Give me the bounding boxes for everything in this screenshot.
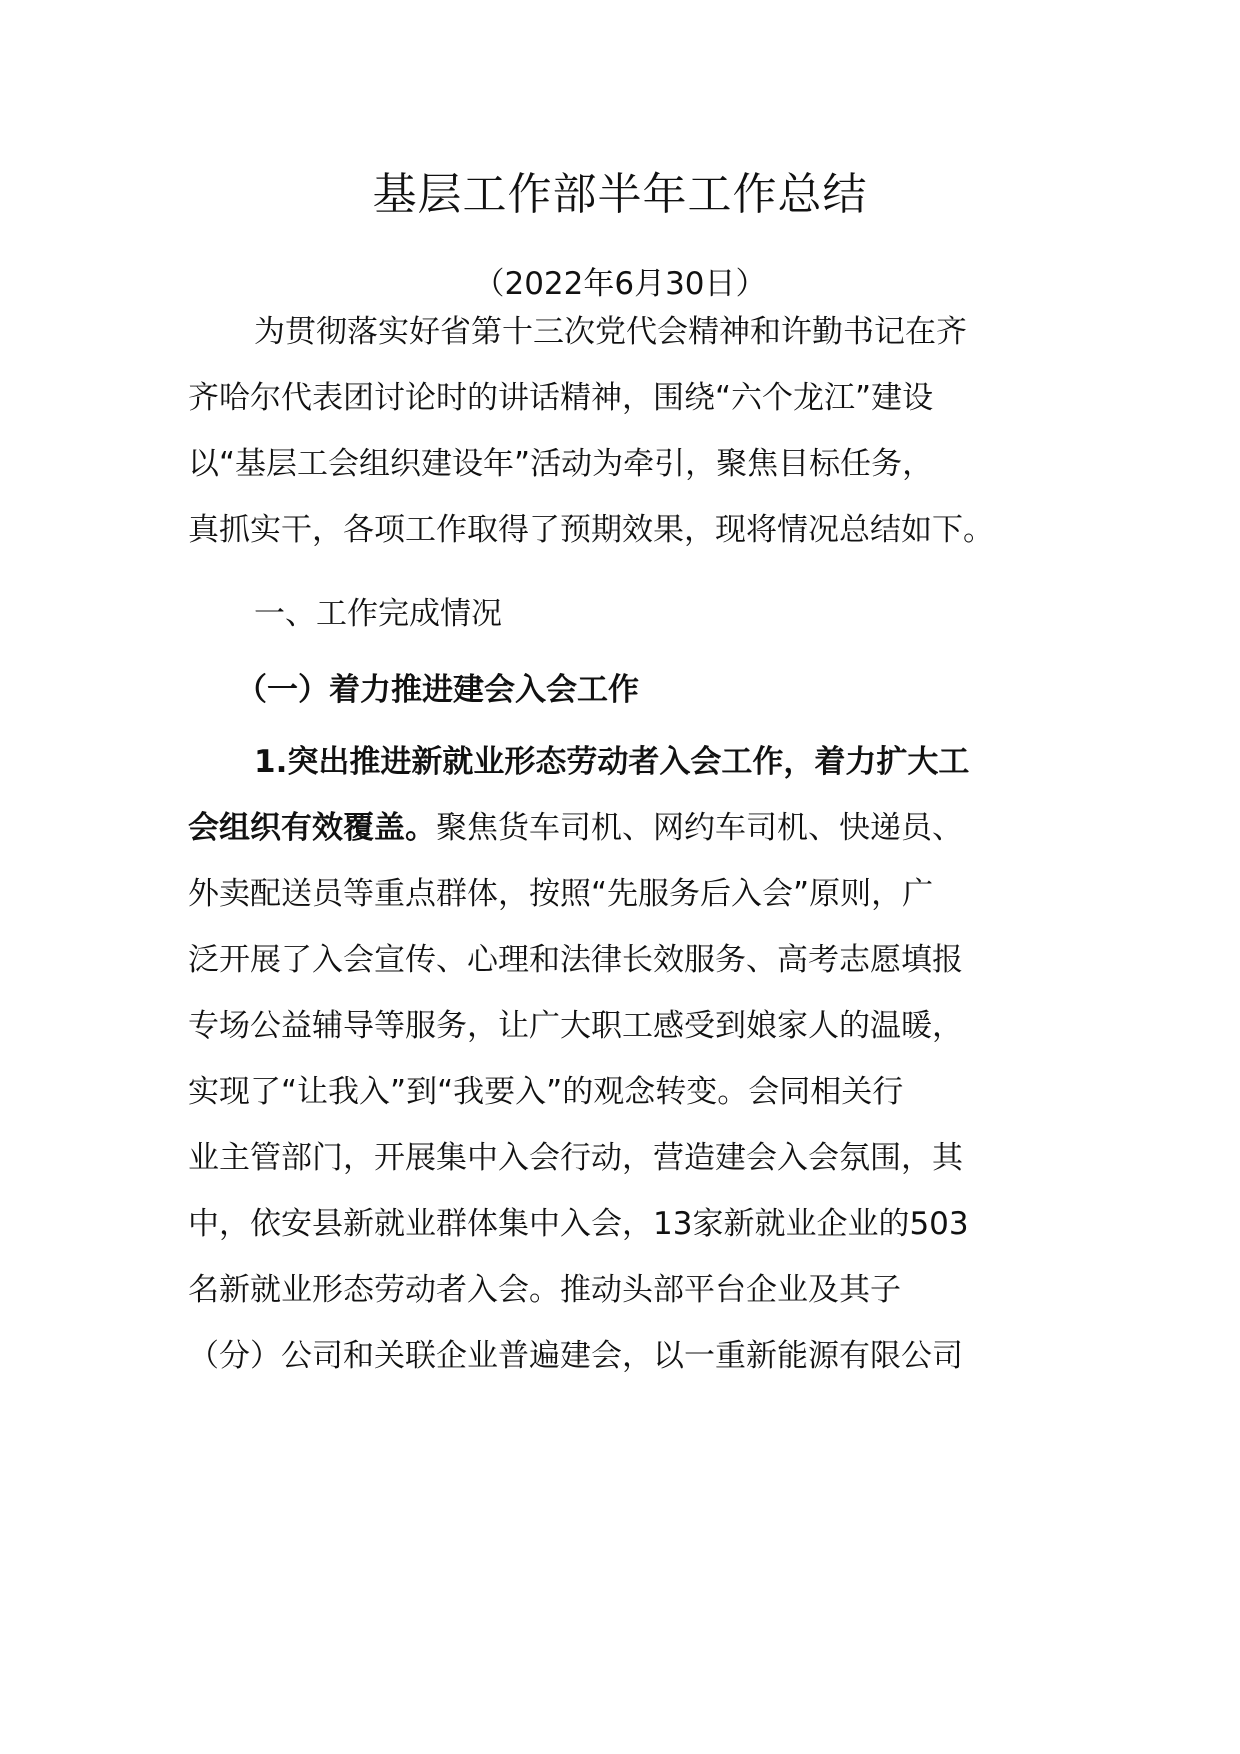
subsection-heading: （一）着力推进建会入会工作 — [236, 672, 639, 708]
section-heading: 一、工作完成情况 — [254, 596, 502, 632]
item1-heading-end: 会组织有效覆盖。 — [188, 810, 436, 846]
item1-line: 外卖配送员等重点群体，按照“先服务后入会”原则，广 — [188, 876, 934, 912]
item1-line: 业主管部门，开展集中入会行动，营造建会入会氛围，其 — [188, 1140, 963, 1176]
intro-line: 以“基层工会组织建设年”活动为牵引，聚焦目标任务， — [188, 446, 934, 482]
item1-line: 名新就业形态劳动者入会。推动头部平台企业及其子 — [188, 1272, 901, 1308]
intro-line: 齐哈尔代表团讨论时的讲话精神，围绕“六个龙江”建设 — [188, 380, 934, 416]
item1-line: 中，依安县新就业群体集中入会，13家新就业企业的503 — [188, 1206, 969, 1242]
item1-line: 实现了“让我入”到“我要入”的观念转变。会同相关行 — [188, 1074, 904, 1110]
intro-line: 真抓实干，各项工作取得了预期效果，现将情况总结如下。 — [188, 512, 994, 548]
document-date: （2022年6月30日） — [473, 266, 767, 302]
item1-line: （分）公司和关联企业普遍建会，以一重新能源有限公司 — [188, 1338, 963, 1374]
item1-text-start: 聚焦货车司机、网约车司机、快递员、 — [436, 810, 963, 846]
intro-line: 为贯彻落实好省第十三次党代会精神和许勤书记在齐 — [254, 314, 967, 350]
item1-heading-line: 1.突出推进新就业形态劳动者入会工作，着力扩大工 — [254, 744, 970, 780]
item1-mixed-line — [188, 806, 1068, 850]
document-title: 基层工作部半年工作总结 — [372, 169, 868, 220]
item1-line: 专场公益辅导等服务，让广大职工感受到娘家人的温暖， — [188, 1008, 963, 1044]
item1-line: 泛开展了入会宣传、心理和法律长效服务、高考志愿填报 — [188, 942, 963, 978]
